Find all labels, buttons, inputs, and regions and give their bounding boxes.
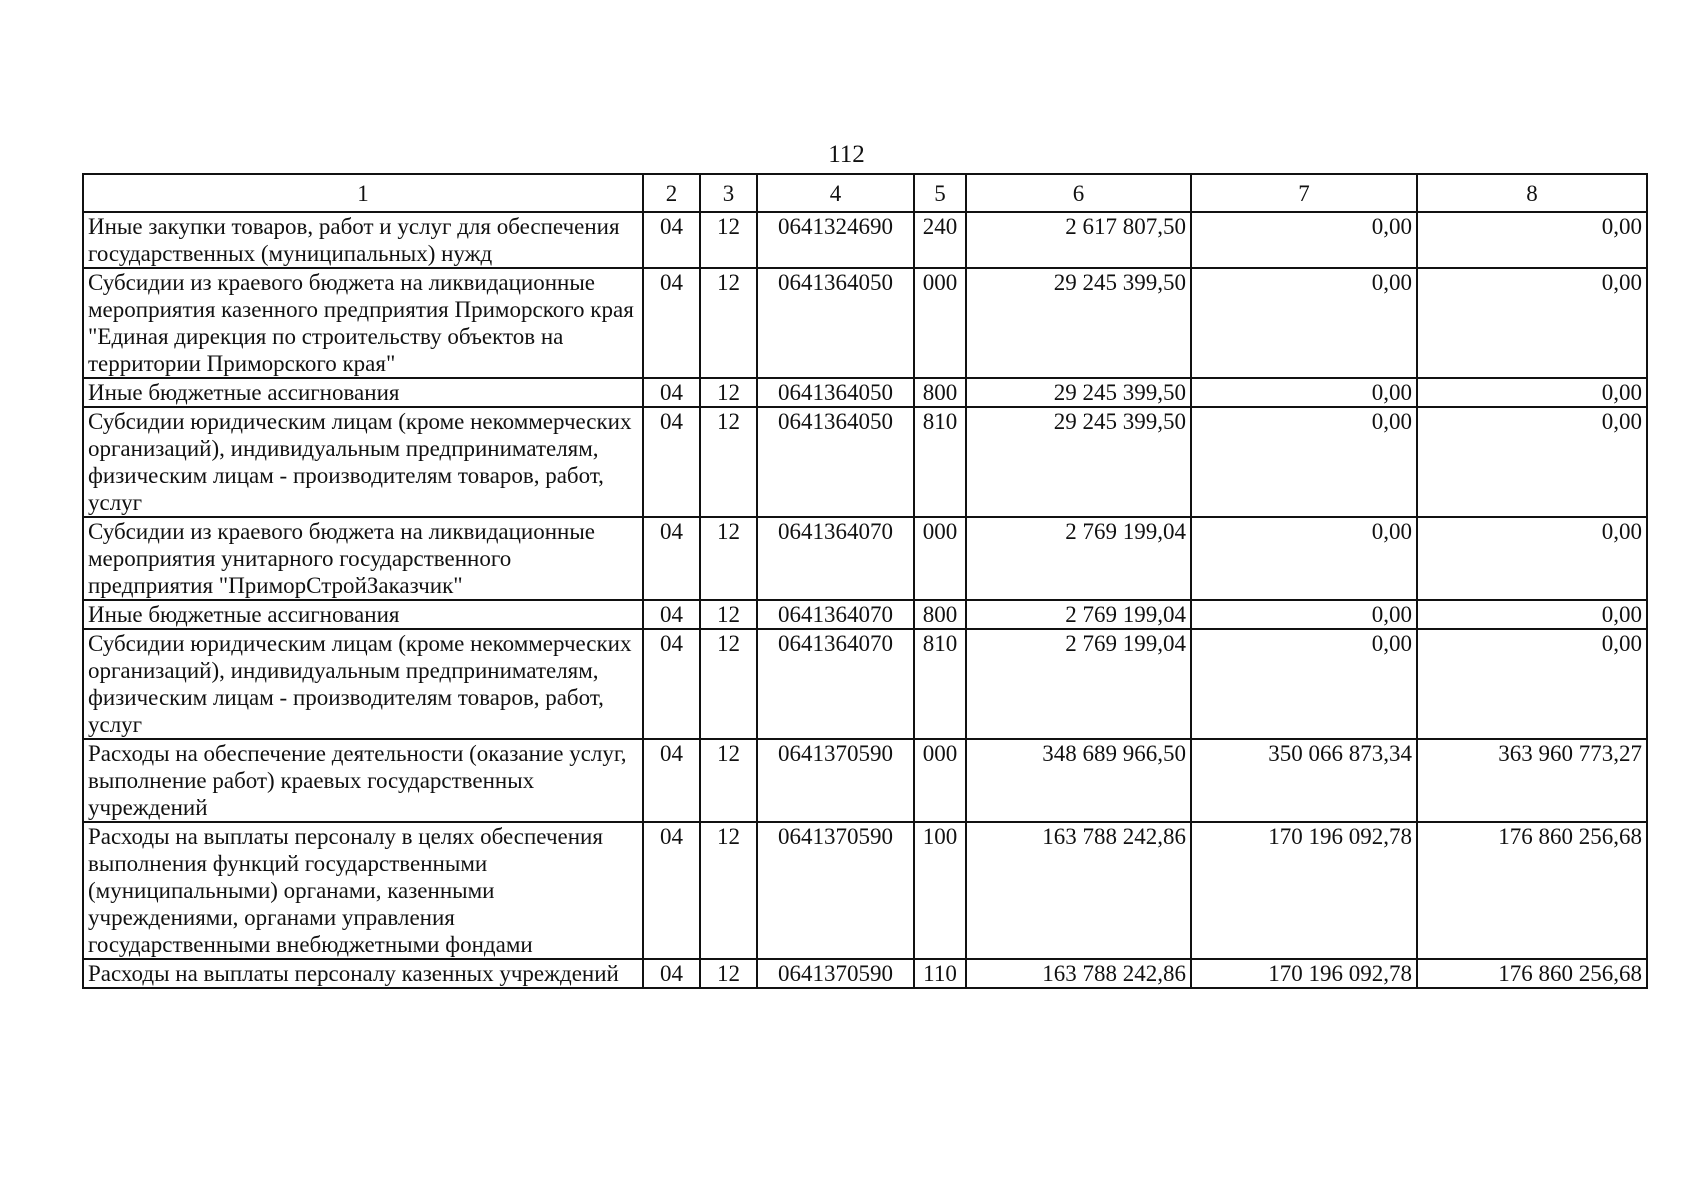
header-row [83, 174, 1647, 212]
row-name: Субсидии из краевого бюджета на ликвидационные мероприятия казенного предприятия Приморского края "Единая дирекция по строительству объектов на территории Приморского края" [83, 268, 643, 378]
expense-type-code: 110 [914, 959, 966, 988]
subsection-code: 12 [700, 739, 757, 822]
subsection-code: 12 [700, 600, 757, 629]
amount-col7: 350 066 873,34 [1191, 739, 1417, 822]
table-row [83, 739, 1647, 822]
amount-col6: 2 617 807,50 [966, 212, 1191, 268]
target-article-code: 0641364050 [757, 268, 914, 378]
amount-col7: 0,00 [1191, 378, 1417, 407]
target-article-code: 0641370590 [757, 822, 914, 959]
amount-col8: 176 860 256,68 [1417, 959, 1647, 988]
row-name: Иные закупки товаров, работ и услуг для обеспечения государственных (муниципальных) нужд [83, 212, 643, 268]
expense-type-code: 000 [914, 739, 966, 822]
row-name: Субсидии юридическим лицам (кроме некоммерческих организаций), индивидуальным предпринимателям, физическим лицам - производителям товаров, работ, услуг [83, 629, 643, 739]
column-header: 2 [643, 174, 700, 212]
target-article-code: 0641370590 [757, 959, 914, 988]
row-name: Расходы на выплаты персоналу казенных учреждений [83, 959, 643, 988]
table-row [83, 212, 1647, 268]
amount-col7: 0,00 [1191, 407, 1417, 517]
section-code: 04 [643, 822, 700, 959]
subsection-code: 12 [700, 822, 757, 959]
amount-col8: 0,00 [1417, 378, 1647, 407]
row-name: Иные бюджетные ассигнования [83, 378, 643, 407]
amount-col6: 2 769 199,04 [966, 600, 1191, 629]
section-code: 04 [643, 268, 700, 378]
target-article-code: 0641364070 [757, 517, 914, 600]
target-article-code: 0641364050 [757, 378, 914, 407]
column-header: 3 [700, 174, 757, 212]
table-row [83, 517, 1647, 600]
subsection-code: 12 [700, 268, 757, 378]
subsection-code: 12 [700, 378, 757, 407]
amount-col7: 0,00 [1191, 600, 1417, 629]
budget-table [82, 173, 1648, 989]
target-article-code: 0641364070 [757, 629, 914, 739]
amount-col8: 0,00 [1417, 629, 1647, 739]
amount-col8: 0,00 [1417, 268, 1647, 378]
amount-col7: 0,00 [1191, 212, 1417, 268]
amount-col6: 163 788 242,86 [966, 822, 1191, 959]
column-header: 6 [966, 174, 1191, 212]
section-code: 04 [643, 378, 700, 407]
expense-type-code: 100 [914, 822, 966, 959]
table-row [83, 600, 1647, 629]
table-row [83, 629, 1647, 739]
section-code: 04 [643, 600, 700, 629]
expense-type-code: 000 [914, 517, 966, 600]
column-header: 7 [1191, 174, 1417, 212]
amount-col6: 29 245 399,50 [966, 378, 1191, 407]
row-name: Расходы на обеспечение деятельности (оказание услуг, выполнение работ) краевых государственных учреждений [83, 739, 643, 822]
subsection-code: 12 [700, 959, 757, 988]
amount-col7: 0,00 [1191, 629, 1417, 739]
column-header: 1 [83, 174, 643, 212]
section-code: 04 [643, 407, 700, 517]
expense-type-code: 800 [914, 600, 966, 629]
expense-type-code: 810 [914, 407, 966, 517]
amount-col8: 176 860 256,68 [1417, 822, 1647, 959]
subsection-code: 12 [700, 407, 757, 517]
section-code: 04 [643, 517, 700, 600]
target-article-code: 0641364050 [757, 407, 914, 517]
row-name: Субсидии юридическим лицам (кроме некоммерческих организаций), индивидуальным предпринимателям, физическим лицам - производителям товаров, работ, услуг [83, 407, 643, 517]
amount-col6: 29 245 399,50 [966, 407, 1191, 517]
target-article-code: 0641370590 [757, 739, 914, 822]
expense-type-code: 240 [914, 212, 966, 268]
target-article-code: 0641364070 [757, 600, 914, 629]
amount-col7: 170 196 092,78 [1191, 822, 1417, 959]
section-code: 04 [643, 629, 700, 739]
section-code: 04 [643, 739, 700, 822]
amount-col7: 170 196 092,78 [1191, 959, 1417, 988]
row-name: Расходы на выплаты персоналу в целях обеспечения выполнения функций государственными (муниципальными) органами, казенными учреждениями, органами управления государственными внебюджетными фондами [83, 822, 643, 959]
amount-col8: 0,00 [1417, 600, 1647, 629]
section-code: 04 [643, 212, 700, 268]
column-header: 8 [1417, 174, 1647, 212]
amount-col6: 2 769 199,04 [966, 517, 1191, 600]
column-header: 5 [914, 174, 966, 212]
table-row [83, 407, 1647, 517]
row-name: Иные бюджетные ассигнования [83, 600, 643, 629]
amount-col7: 0,00 [1191, 517, 1417, 600]
amount-col6: 2 769 199,04 [966, 629, 1191, 739]
row-name: Субсидии из краевого бюджета на ликвидационные мероприятия унитарного государственного предприятия "ПриморСтройЗаказчик" [83, 517, 643, 600]
expense-type-code: 800 [914, 378, 966, 407]
table-row [83, 268, 1647, 378]
column-header: 4 [757, 174, 914, 212]
subsection-code: 12 [700, 629, 757, 739]
amount-col6: 163 788 242,86 [966, 959, 1191, 988]
amount-col7: 0,00 [1191, 268, 1417, 378]
subsection-code: 12 [700, 212, 757, 268]
target-article-code: 0641324690 [757, 212, 914, 268]
expense-type-code: 810 [914, 629, 966, 739]
section-code: 04 [643, 959, 700, 988]
amount-col8: 0,00 [1417, 212, 1647, 268]
page-number: 112 [828, 141, 865, 168]
amount-col8: 363 960 773,27 [1417, 739, 1647, 822]
amount-col8: 0,00 [1417, 407, 1647, 517]
subsection-code: 12 [700, 517, 757, 600]
table-row [83, 378, 1647, 407]
table-row [83, 822, 1647, 959]
amount-col6: 348 689 966,50 [966, 739, 1191, 822]
amount-col8: 0,00 [1417, 517, 1647, 600]
expense-type-code: 000 [914, 268, 966, 378]
table-row [83, 959, 1647, 988]
amount-col6: 29 245 399,50 [966, 268, 1191, 378]
